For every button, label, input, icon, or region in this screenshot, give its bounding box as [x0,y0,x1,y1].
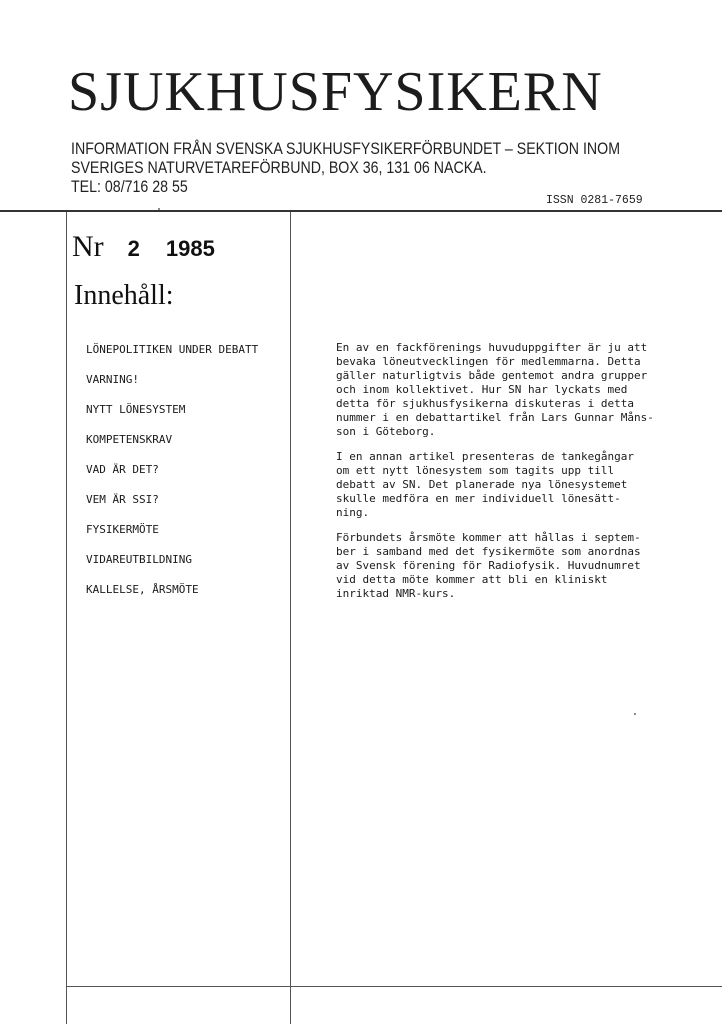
left-column-border [66,212,67,1024]
toc-item: VEM ÄR SSI? [86,493,159,506]
toc-item: VAD ÄR DET? [86,463,159,476]
table-of-contents [86,343,276,613]
footer-rule [66,986,722,987]
toc-item: KALLELSE, ÅRSMÖTE [86,583,199,596]
issue-nr-label: Nr [72,230,104,263]
issn-number: ISSN 0281-7659 [546,194,643,207]
column-divider [290,212,291,1024]
contents-heading: Innehåll: [74,280,174,311]
issue-number-value: 2 [127,236,140,261]
publisher-address-line: SVERIGES NATURVETAREFÖRBUND, BOX 36, 131 06 NACKA. [71,159,487,177]
toc-item: VARNING! [86,373,139,386]
scan-speck [634,713,636,715]
publisher-info [71,140,620,197]
toc-item: NYTT LÖNESYSTEM [86,403,186,416]
editorial-intro [336,341,696,612]
issue-number [72,230,215,264]
toc-item: FYSIKERMÖTE [86,523,159,536]
intro-paragraph: En av en fackförenings huvuduppgifter är ju att bevaka löneutvecklingen för medlemmarna. Detta gäller naturligtvis både gentemot andra grupper och inom kollektivet. Hur SN har lyckats med detta för sjukhusfysikerna diskuteras i detta nummer i en debattartikel från Lars Gunnar Måns- son i Göteborg. [336,341,654,438]
toc-item: LÖNEPOLITIKEN UNDER DEBATT [86,343,259,356]
intro-paragraph: I en annan artikel presenteras de tankegångar om ett nytt lönesystem som tagits upp till debatt av SN. Det planerade nya lönesystemet skulle medföra en mer individuell lönesätt- ning. [336,450,635,519]
issue-year: 1985 [165,236,215,261]
header-rule [0,210,722,212]
toc-item: KOMPETENSKRAV [86,433,173,446]
scan-speck [158,208,160,210]
masthead-title: SJUKHUSFYSIKERN [68,61,603,123]
intro-paragraph: Förbundets årsmöte kommer att hållas i septem- ber i samband med det fysikermöte som anordnas av Svensk förening för Radiofysik. Huvudnumret vid detta möte kommer att bli en kliniskt inriktad NMR-kurs. [336,531,641,600]
publisher-phone-line: TEL: 08/716 28 55 [71,178,188,196]
toc-item: VIDAREUTBILDNING [86,553,192,566]
publisher-info-line: INFORMATION FRÅN SVENSKA SJUKHUSFYSIKERFÖRBUNDET – SEKTION INOM [71,140,621,158]
